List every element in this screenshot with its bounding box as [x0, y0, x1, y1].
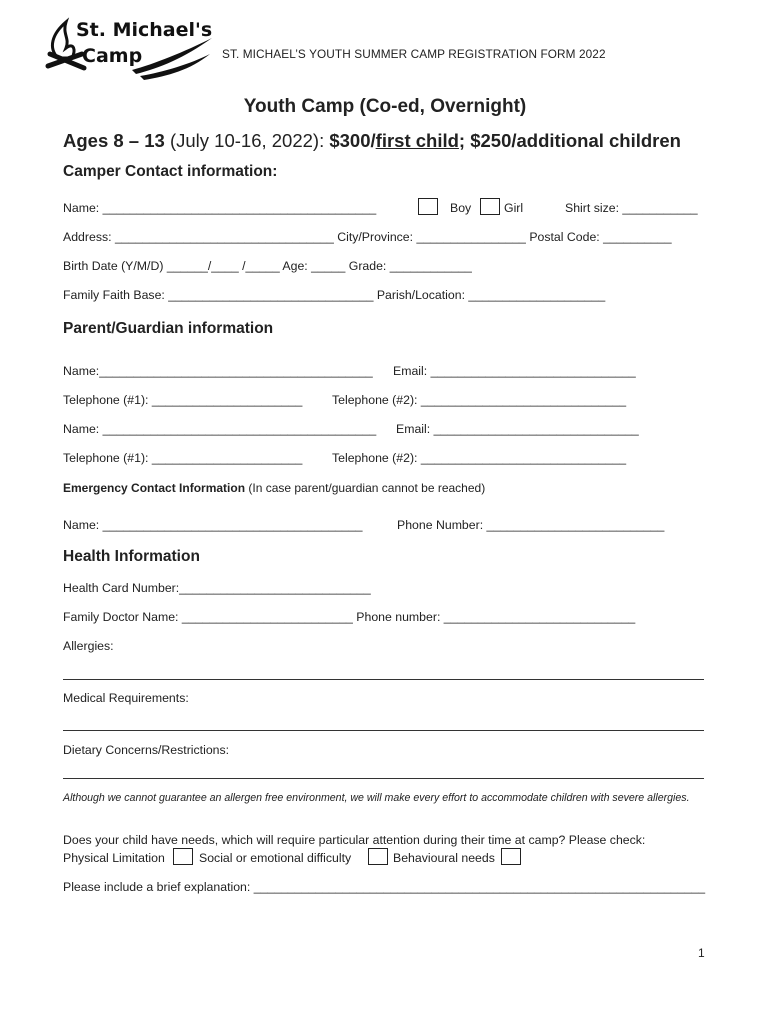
- dates-text: (July 10-16, 2022):: [164, 130, 330, 151]
- boy-checkbox[interactable]: [418, 198, 438, 215]
- emergency-contact-label: Emergency Contact Information (In case parent/guardian cannot be reached): [63, 481, 486, 495]
- parent1-name-field[interactable]: Name:________________________________________: [63, 364, 373, 378]
- girl-label: Girl: [504, 201, 524, 215]
- form-header-title: ST. MICHAEL’S YOUTH SUMMER CAMP REGISTRATION FORM 2022: [222, 47, 606, 61]
- price-first: $300/: [329, 130, 376, 151]
- allergen-disclaimer: Although we cannot guarantee an allergen free environment, we will make every effort to accommodate children with severe allergies.: [63, 792, 690, 804]
- emergency-phone-field[interactable]: Phone Number: __________________________: [397, 518, 665, 532]
- svg-text:St. Michael's: St. Michael's: [76, 19, 213, 41]
- allergies-label: Allergies:: [63, 639, 114, 653]
- emergency-name-field[interactable]: Name: ______________________________________: [63, 518, 363, 532]
- parent1-telephone2-field[interactable]: Telephone (#2): ______________________________: [332, 393, 627, 407]
- svg-text:Camp: Camp: [82, 45, 143, 67]
- parent2-telephone2-field[interactable]: Telephone (#2): ______________________________: [332, 451, 627, 465]
- behavioural-label: Behavioural needs: [393, 851, 495, 865]
- health-section-heading: Health Information: [63, 548, 200, 565]
- price-first-child: first child: [375, 130, 459, 151]
- parent2-email-field[interactable]: Email: ______________________________: [396, 422, 639, 436]
- family-doctor-line[interactable]: Family Doctor Name: _________________________ Phone number: ____________________________: [63, 610, 636, 624]
- dietary-line[interactable]: [63, 778, 704, 779]
- ages-text: Ages 8 – 13: [63, 130, 165, 151]
- camp-logo: [44, 12, 214, 82]
- camper-section-heading: Camper Contact information:: [63, 163, 278, 180]
- faith-parish-line[interactable]: Family Faith Base: ______________________________ Parish/Location: ____________________: [63, 288, 606, 302]
- behavioural-checkbox[interactable]: [501, 848, 521, 865]
- address-line[interactable]: Address: ________________________________ City/Province: ________________ Postal Code: __________: [63, 230, 672, 244]
- physical-limitation-label: Physical Limitation: [63, 851, 165, 865]
- parent1-telephone1-field[interactable]: Telephone (#1): ______________________: [63, 393, 303, 407]
- price-additional: ; $250/additional children: [458, 130, 681, 151]
- social-emotional-checkbox[interactable]: [368, 848, 388, 865]
- parent-section-heading: Parent/Guardian information: [63, 320, 274, 337]
- ages-price-line: [63, 130, 681, 152]
- health-card-field[interactable]: Health Card Number:____________________________: [63, 581, 371, 595]
- camp-title: Youth Camp (Co-ed, Overnight): [243, 96, 527, 117]
- physical-limitation-checkbox[interactable]: [173, 848, 193, 865]
- page-number: 1: [698, 946, 705, 960]
- parent2-telephone1-field[interactable]: Telephone (#1): ______________________: [63, 451, 303, 465]
- campfire-logo-icon: [44, 12, 214, 82]
- medical-label: Medical Requirements:: [63, 691, 189, 705]
- parent1-email-field[interactable]: Email: ______________________________: [393, 364, 636, 378]
- explanation-field[interactable]: Please include a brief explanation: __________________________________________________________________: [63, 880, 706, 894]
- parent2-name-field[interactable]: Name: ________________________________________: [63, 422, 377, 436]
- allergies-line[interactable]: [63, 679, 704, 680]
- girl-checkbox[interactable]: [480, 198, 500, 215]
- camper-name-field[interactable]: Name: ________________________________________: [63, 201, 377, 215]
- social-emotional-label: Social or emotional difficulty: [199, 851, 352, 865]
- needs-question: Does your child have needs, which will require particular attention during their time at camp? Please check:: [63, 833, 646, 847]
- shirt-size-field[interactable]: Shirt size: ___________: [565, 201, 698, 215]
- birth-age-grade-line[interactable]: Birth Date (Y/M/D) ______/____ /_____ Age: _____ Grade: ____________: [63, 259, 472, 273]
- medical-line[interactable]: [63, 730, 704, 731]
- boy-label: Boy: [450, 201, 472, 215]
- dietary-label: Dietary Concerns/Restrictions:: [63, 743, 230, 757]
